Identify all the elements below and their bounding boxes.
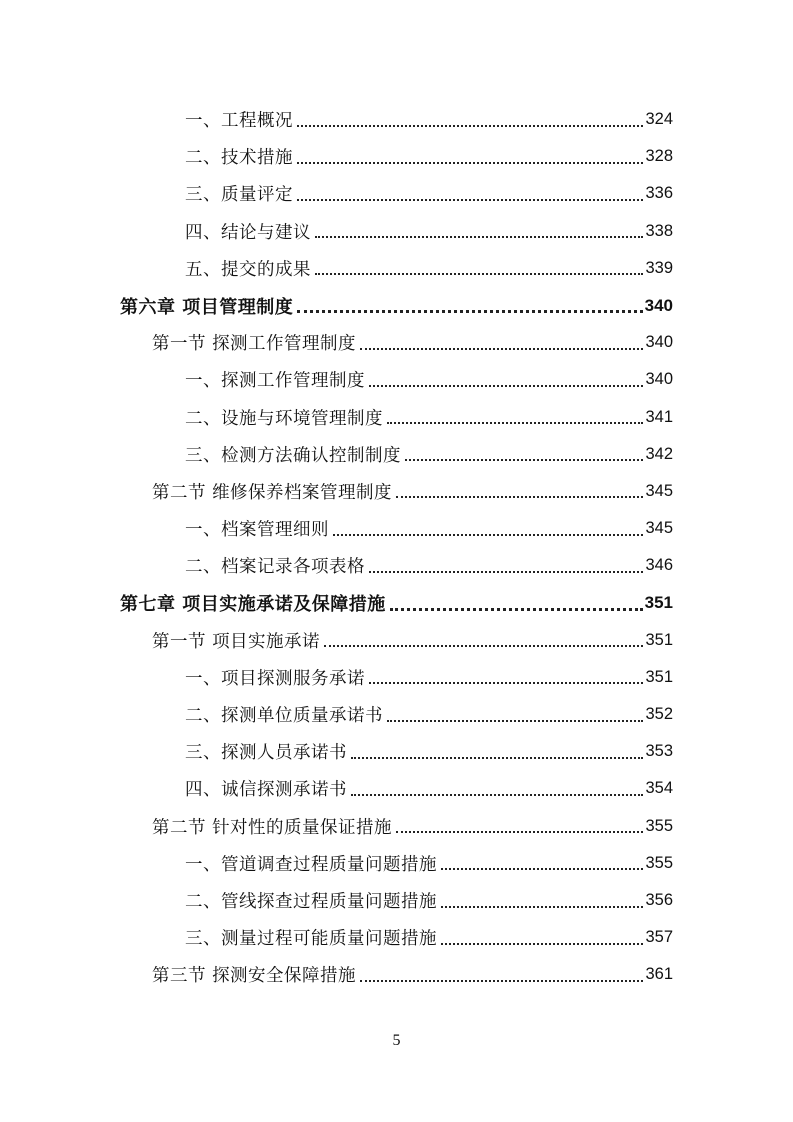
toc-entry-page: 340: [644, 295, 673, 315]
toc-dot-leader: [441, 868, 643, 870]
toc-entry[interactable]: [0, 845, 793, 882]
toc-entry[interactable]: [0, 361, 793, 398]
toc-entry[interactable]: [0, 250, 793, 287]
toc-dot-leader: [369, 385, 643, 387]
toc-entry-title: 二、档案记录各项表格: [185, 557, 365, 578]
toc-entry[interactable]: [0, 510, 793, 547]
toc-entry-page: 336: [645, 184, 673, 203]
toc-entry-page: 328: [645, 147, 673, 166]
toc-entry-page: 354: [645, 779, 673, 798]
toc-section-entry[interactable]: [0, 473, 793, 510]
toc-entry-title: 二、管线探查过程质量问题措施: [185, 892, 437, 913]
toc-entry-page: 355: [645, 816, 673, 835]
toc-dot-leader: [297, 162, 643, 164]
toc-section-entry[interactable]: [0, 808, 793, 845]
toc-entry-title: 四、结论与建议: [185, 222, 311, 243]
toc-dot-leader: [315, 236, 643, 238]
toc-entry[interactable]: [0, 175, 793, 212]
toc-entry-title: 三、质量评定: [185, 185, 293, 206]
toc-dot-leader: [387, 422, 643, 424]
toc-entry-page: 351: [644, 593, 673, 613]
toc-entry-title: 二、探测单位质量承诺书: [185, 706, 383, 727]
toc-entry-page: 345: [645, 481, 673, 500]
toc-dot-leader: [333, 534, 643, 536]
toc-entry-title: 第二节 维修保养档案管理制度: [152, 482, 393, 503]
toc-entry-page: 361: [645, 965, 673, 984]
toc-entry-page: 341: [645, 407, 673, 426]
toc-dot-leader: [351, 757, 643, 759]
page-number: 5: [392, 1032, 401, 1049]
toc-entry[interactable]: [0, 770, 793, 807]
toc-entry-title: 一、项目探测服务承诺: [185, 668, 365, 689]
toc-entry-page: 324: [645, 110, 673, 129]
toc-dot-leader: [396, 831, 643, 833]
toc-entry-page: 352: [645, 705, 673, 724]
toc-entry[interactable]: [0, 919, 793, 956]
toc-dot-leader: [369, 682, 643, 684]
toc-entry-page: 351: [645, 667, 673, 686]
toc-entry[interactable]: [0, 101, 793, 138]
toc-entry-title: 四、诚信探测承诺书: [185, 780, 347, 801]
toc-entry-page: 356: [645, 891, 673, 910]
toc-entry-title: 第一节 项目实施承诺: [152, 631, 321, 652]
toc-dot-leader: [390, 608, 643, 611]
toc-entry[interactable]: [0, 659, 793, 696]
toc-entry-title: 第一节 探测工作管理制度: [152, 334, 357, 355]
toc-entry-page: 346: [645, 556, 673, 575]
toc-entry[interactable]: [0, 733, 793, 770]
toc-dot-leader: [441, 943, 643, 945]
toc-entry-title: 第六章 项目管理制度: [120, 296, 294, 318]
toc-entry-page: 351: [645, 630, 673, 649]
toc-dot-leader: [297, 199, 643, 201]
toc-entry-page: 340: [645, 370, 673, 389]
toc-entry[interactable]: [0, 547, 793, 584]
toc-entry-title: 五、提交的成果: [185, 259, 311, 280]
toc-dot-leader: [441, 906, 643, 908]
toc-entry-page: 340: [645, 333, 673, 352]
toc-chapter-entry[interactable]: [0, 584, 793, 621]
table-of-contents: [0, 101, 793, 994]
toc-entry-page: 357: [645, 928, 673, 947]
toc-dot-leader: [297, 310, 642, 313]
toc-dot-leader: [351, 794, 643, 796]
toc-entry-title: 第七章 项目实施承诺及保障措施: [120, 594, 386, 616]
toc-dot-leader: [315, 273, 643, 275]
toc-entry[interactable]: [0, 436, 793, 473]
toc-entry-title: 一、探测工作管理制度: [185, 371, 365, 392]
toc-section-entry[interactable]: [0, 324, 793, 361]
toc-entry-title: 二、技术措施: [185, 148, 293, 169]
toc-entry-page: 345: [645, 519, 673, 538]
toc-section-entry[interactable]: [0, 622, 793, 659]
toc-entry-title: 三、探测人员承诺书: [185, 743, 347, 764]
toc-entry[interactable]: [0, 399, 793, 436]
toc-entry-page: 355: [645, 853, 673, 872]
toc-section-entry[interactable]: [0, 956, 793, 993]
toc-entry-title: 一、工程概况: [185, 111, 293, 132]
toc-entry[interactable]: [0, 882, 793, 919]
toc-entry[interactable]: [0, 213, 793, 250]
toc-entry-title: 一、管道调查过程质量问题措施: [185, 854, 437, 875]
toc-chapter-entry[interactable]: [0, 287, 793, 324]
toc-entry-page: 353: [645, 742, 673, 761]
toc-entry[interactable]: [0, 696, 793, 733]
toc-entry-page: 342: [645, 444, 673, 463]
toc-dot-leader: [297, 125, 643, 127]
toc-dot-leader: [369, 571, 643, 573]
toc-dot-leader: [387, 720, 643, 722]
toc-entry-title: 第三节 探测安全保障措施: [152, 966, 357, 987]
toc-entry-title: 一、档案管理细则: [185, 520, 329, 541]
toc-dot-leader: [396, 496, 643, 498]
toc-entry-title: 三、测量过程可能质量问题措施: [185, 929, 437, 950]
toc-dot-leader: [360, 980, 643, 982]
toc-dot-leader: [324, 645, 643, 647]
toc-dot-leader: [360, 348, 643, 350]
toc-dot-leader: [405, 459, 643, 461]
toc-entry-title: 二、设施与环境管理制度: [185, 408, 383, 429]
toc-entry-title: 第二节 针对性的质量保证措施: [152, 817, 393, 838]
toc-entry[interactable]: [0, 138, 793, 175]
toc-entry-title: 三、检测方法确认控制制度: [185, 445, 401, 466]
toc-entry-page: 339: [645, 258, 673, 277]
toc-entry-page: 338: [645, 221, 673, 240]
